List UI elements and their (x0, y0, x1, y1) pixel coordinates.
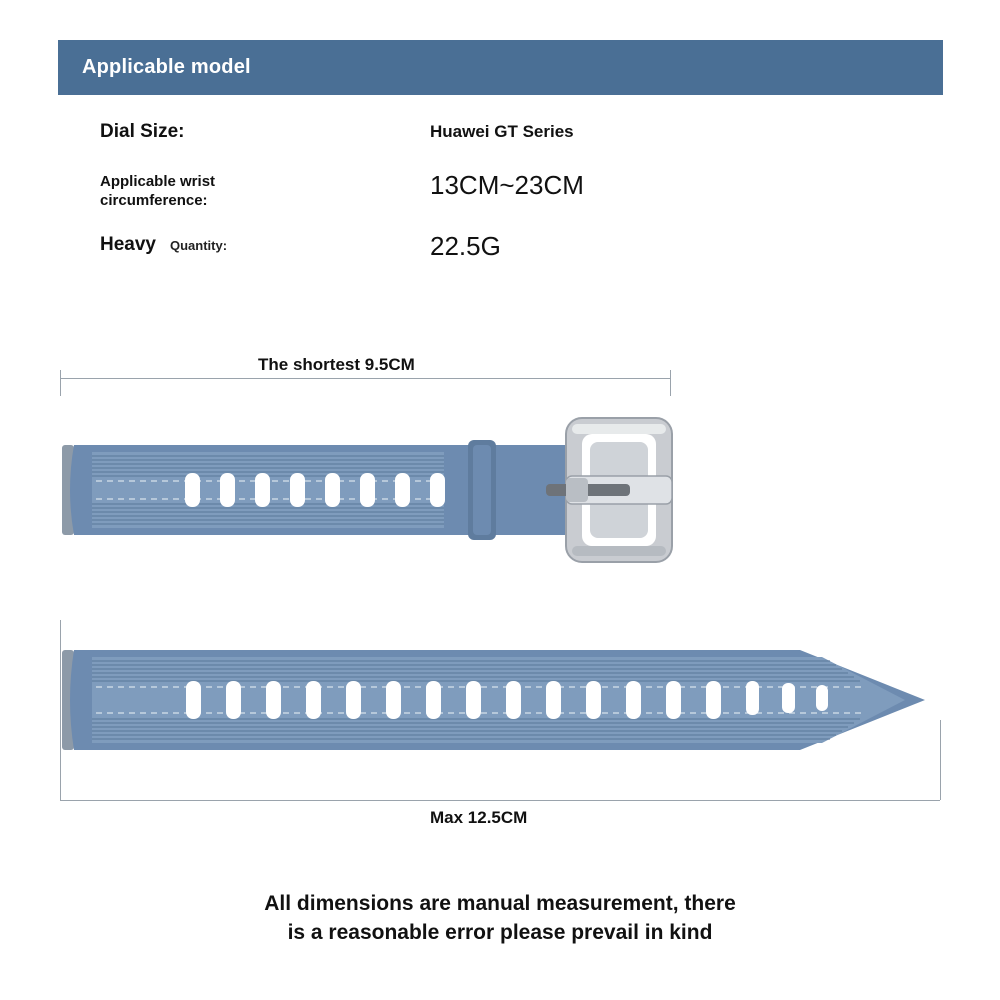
spec-label-text: Dial Size: (100, 121, 185, 142)
bottom-measure-line-left (60, 800, 420, 801)
disclaimer-line-2: is a reasonable error please prevail in kind (287, 920, 713, 944)
spec-label-wrist-circumference (100, 172, 430, 211)
bottom-measure-tick-left (60, 620, 61, 800)
spec-row-dial-size (100, 120, 800, 144)
strap-dimension-diagram (0, 330, 1000, 890)
bottom-measurement-caption: Max 12.5CM (430, 808, 528, 827)
spec-label-sub: Quantity: (170, 237, 228, 253)
spec-value-weight: 22.5G (430, 230, 501, 261)
top-measurement-caption: The shortest 9.5CM (258, 355, 415, 374)
spec-value-wrist-circumference: 13CM~23CM (430, 169, 584, 200)
strap-bottom-illustration (0, 615, 1000, 815)
banner-title: Applicable model (82, 56, 251, 78)
spec-label-weight (100, 233, 430, 257)
strap-top-illustration (0, 390, 1000, 610)
spec-value-dial-size: Huawei GT Series (430, 122, 574, 141)
spec-label-dial-size (100, 120, 430, 144)
applicable-model-banner (58, 40, 943, 95)
spec-table (100, 120, 800, 277)
disclaimer-line-1: All dimensions are manual measurement, there (264, 892, 736, 915)
disclaimer-note (0, 890, 1000, 948)
spec-label-text: Applicable wrist circumference: (100, 172, 216, 210)
spec-label-text: Heavy (100, 233, 156, 255)
bottom-measure-line-right (570, 800, 940, 801)
bottom-measure-tick-right (940, 720, 941, 800)
spec-row-wrist-circumference (100, 169, 800, 211)
spec-row-weight (100, 230, 800, 261)
top-measure-line (60, 378, 670, 379)
